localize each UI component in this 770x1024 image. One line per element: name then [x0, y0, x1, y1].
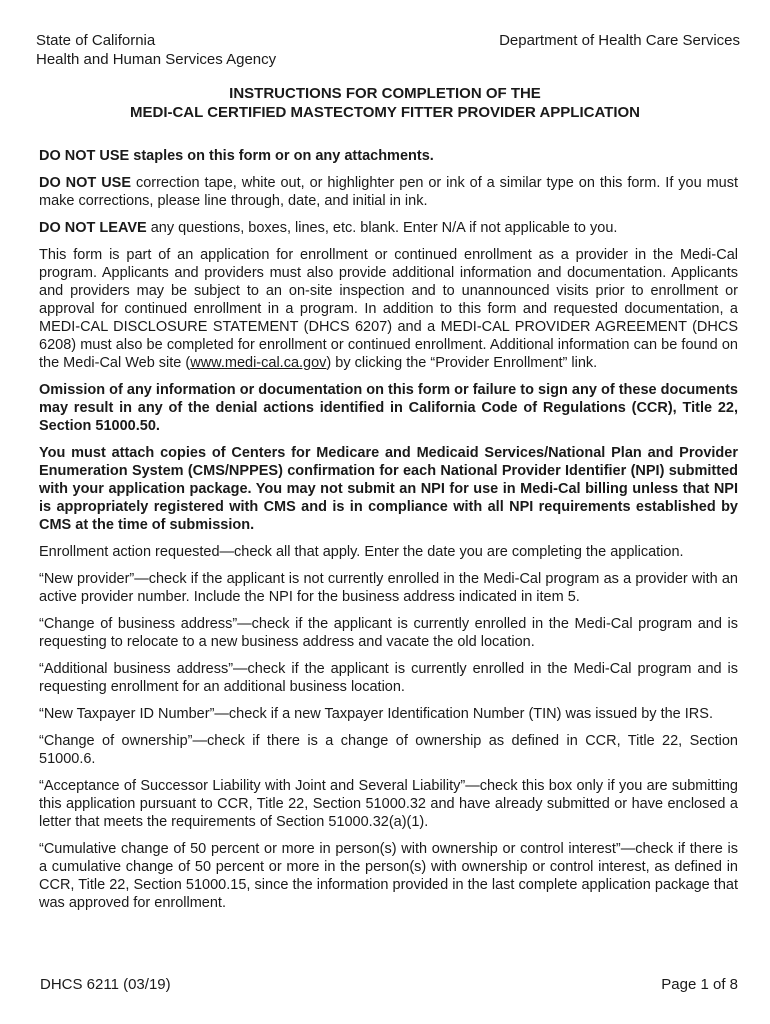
blank-notice-text: any questions, boxes, lines, etc. blank. Enter N/A if not applicable to you.	[146, 220, 618, 236]
page-title	[0, 84, 770, 122]
change-ownership-instruction: “Change of ownership”—check if there is a change of ownership as defined in CCR, Title 22, Section 51000.6.	[39, 733, 738, 767]
blank-notice-lead: DO NOT LEAVE	[39, 220, 147, 236]
no-staples-notice: DO NOT USE staples on this form or on any attachments.	[39, 148, 434, 164]
new-provider-instruction: “New provider”—check if the applicant is not currently enrolled in the Medi-Cal program as a provider with an active provider number. Include the NPI for the business address indicated in item 5.	[39, 571, 738, 605]
title-line-2: MEDI-CAL CERTIFIED MASTECTOMY FITTER PROVIDER APPLICATION	[129, 104, 640, 121]
overview-text: This form is part of an application for enrollment or continued enrollment as a provider in the Medi-Cal program. Applicants and providers must also provide additional information and documentation. Applicants and providers may be subject to an on-site inspection and to unannounced visits prior to enrollment or approval for continued enrollment in a program. In addition to this form and requested documentation, a MEDI-CAL DISCLOSURE STATEMENT (DHCS 6207) and a MEDI-CAL PROVIDER AGREEMENT (DHCS 6208) must also be completed for enrollment or continued enrollment. Additional information can be found on the Medi-Cal Web site (	[39, 247, 738, 371]
correction-notice-text: correction tape, white out, or highlighter pen or ink of a similar type on this form. If you must make corrections, please line through, date, and initial in ink.	[39, 175, 738, 209]
medi-cal-website-link[interactable]: www.medi-cal.ca.gov	[190, 355, 327, 371]
application-overview	[39, 246, 738, 372]
cumulative-change-instruction: “Cumulative change of 50 percent or more in person(s) with ownership or control interest”—check if there is a cumulative change of 50 percent or more in the person(s) with ownership or control interest, as defined in CCR, Title 22, Section 51000.15, since the information provided in the last complete application package that was approved for enrollment.	[39, 841, 738, 911]
header-agency	[36, 31, 276, 69]
header-department: Department of Health Care Services	[499, 32, 740, 49]
omission-warning: Omission of any information or documentation on this form or failure to sign any of these documents may result in any of the denial actions identified in California Code of Regulations (CCR), Title 22, Section 51000.50.	[39, 382, 738, 434]
header-agency-name: Health and Human Services Agency	[36, 51, 277, 68]
form-number: DHCS 6211 (03/19)	[40, 976, 171, 993]
new-tin-instruction: “New Taxpayer ID Number”—check if a new Taxpayer Identification Number (TIN) was issued by the IRS.	[39, 706, 713, 722]
title-line-1: INSTRUCTIONS FOR COMPLETION OF THE	[229, 85, 541, 102]
npi-requirement: You must attach copies of Centers for Medicare and Medicaid Services/National Plan and Provider Enumeration System (CMS/NPPES) confirmation for each National Provider Identifier (NPI) submitted with your application package. You may not submit an NPI for use in Medi-Cal billing unless that NPI is appropriately registered with CMS and is in compliance with all NPI requirements established by CMS at the time of submission.	[39, 445, 738, 533]
correction-notice-lead: DO NOT USE	[39, 175, 132, 191]
page-number: Page 1 of 8	[661, 976, 738, 993]
header-state: State of California	[36, 32, 156, 49]
change-address-instruction: “Change of business address”—check if the applicant is currently enrolled in the Medi-Cal program and is requesting to relocate to a new business address and vacate the old location.	[39, 616, 738, 650]
additional-address-instruction: “Additional business address”—check if the applicant is currently enrolled in the Medi-Cal program and is requesting enrollment for an additional business location.	[39, 661, 738, 695]
successor-liability-instruction: “Acceptance of Successor Liability with Joint and Several Liability”—check this box only if you are submitting this application pursuant to CCR, Title 22, Section 51000.32 and have already submitted or have enclosed a letter that meets the requirements of Section 51000.32(a)(1).	[39, 778, 738, 830]
blank-notice	[39, 219, 738, 237]
overview-text-end: ) by clicking the “Provider Enrollment” link.	[326, 355, 598, 371]
correction-notice	[39, 174, 738, 210]
instructions-body	[39, 147, 738, 921]
enrollment-action: Enrollment action requested—check all that apply. Enter the date you are completing the application.	[39, 544, 684, 560]
